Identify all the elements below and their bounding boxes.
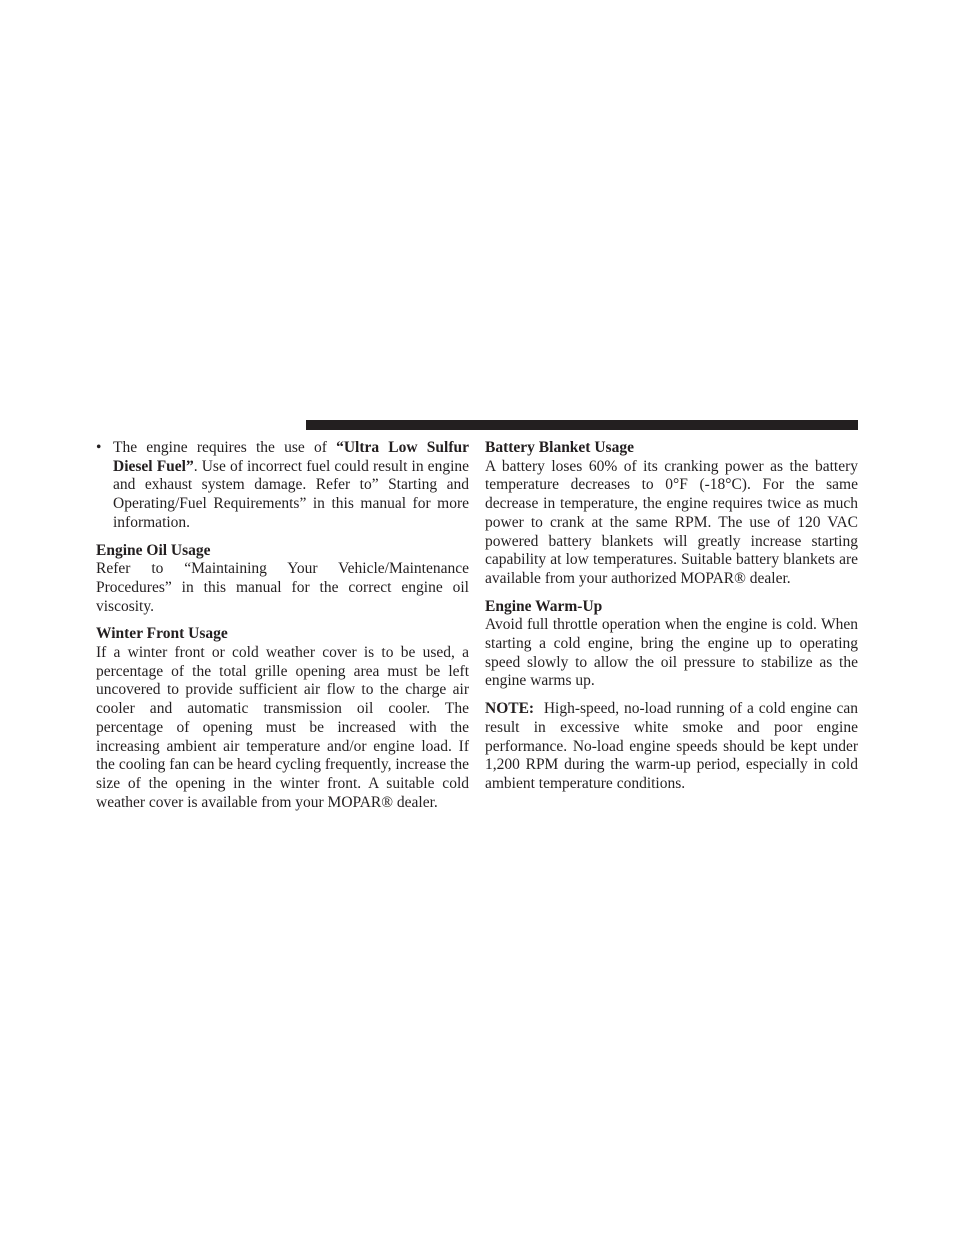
engine-warmup-text: Avoid full throttle operation when the engine is cold. When starting a cold engine, bring the engine up to operating speed slowly to allow the oil pressure to stabilize as the engine warms up. <box>485 616 858 690</box>
bullet-pre: The engine requires the use of <box>113 439 337 456</box>
battery-blanket-section <box>485 439 858 589</box>
engine-oil-text: Refer to “Maintaining Your Vehicle/Maintenance Procedures” in this manual for the correct engine oil viscosity. <box>96 560 469 615</box>
winter-front-heading: Winter Front Usage <box>96 625 228 643</box>
battery-blanket-text: A battery loses 60% of its cranking power as the battery temperature decreases to 0°F (-18°C). For the same decrease in temperature, the engine requires twice as much power to crank at the same RPM. The use of 120 VAC powered battery blankets will greatly increase starting capability at low temperatures. Suitable battery blankets are available from your authorized MOPAR® dealer. <box>485 457 858 587</box>
fuel-bullet <box>96 439 469 533</box>
battery-blanket-heading: Battery Blanket Usage <box>485 439 634 456</box>
right-column <box>485 439 858 803</box>
engine-warmup-heading: Engine Warm-Up <box>485 597 603 615</box>
note-paragraph <box>485 700 858 794</box>
winter-front-text: If a winter front or cold weather cover is to be used, a percentage of the total grille opening area must be left uncovered to provide sufficient air flow to the charge air cooler and automatic transmission oil cooler. The percentage of opening must be increased with the increasing ambient air temperature and/or engine load. If the cooling fan can be heard cycling frequently, increase the size of the opening in the winter front. A suitable cold weather cover is available from your MOPAR® dealer. <box>96 644 469 811</box>
note-label: NOTE: <box>485 700 535 718</box>
engine-warmup-section <box>485 598 858 692</box>
note-text: High-speed, no-load running of a cold engine can result in excessive white smoke and poor engine performance. No-load engine speeds should be kept under 1,200 RPM during the warm-up period, especially in cold ambient temperature conditions. <box>485 700 858 792</box>
winter-front-section <box>96 625 469 812</box>
bullet-bold: “Ultra Low Sulfur Diesel Fuel” <box>113 439 469 475</box>
engine-oil-heading: Engine Oil Usage <box>96 541 211 559</box>
header-rule <box>306 420 858 430</box>
engine-oil-section <box>96 542 469 617</box>
bullet-dot-icon: • <box>96 439 102 456</box>
bullet-post: . Use of incorrect fuel could result in engine and exhaust system damage. Refer to” Starting and Operating/Fuel Requirements” in this manual for more information. <box>113 457 470 531</box>
left-column <box>96 439 469 821</box>
